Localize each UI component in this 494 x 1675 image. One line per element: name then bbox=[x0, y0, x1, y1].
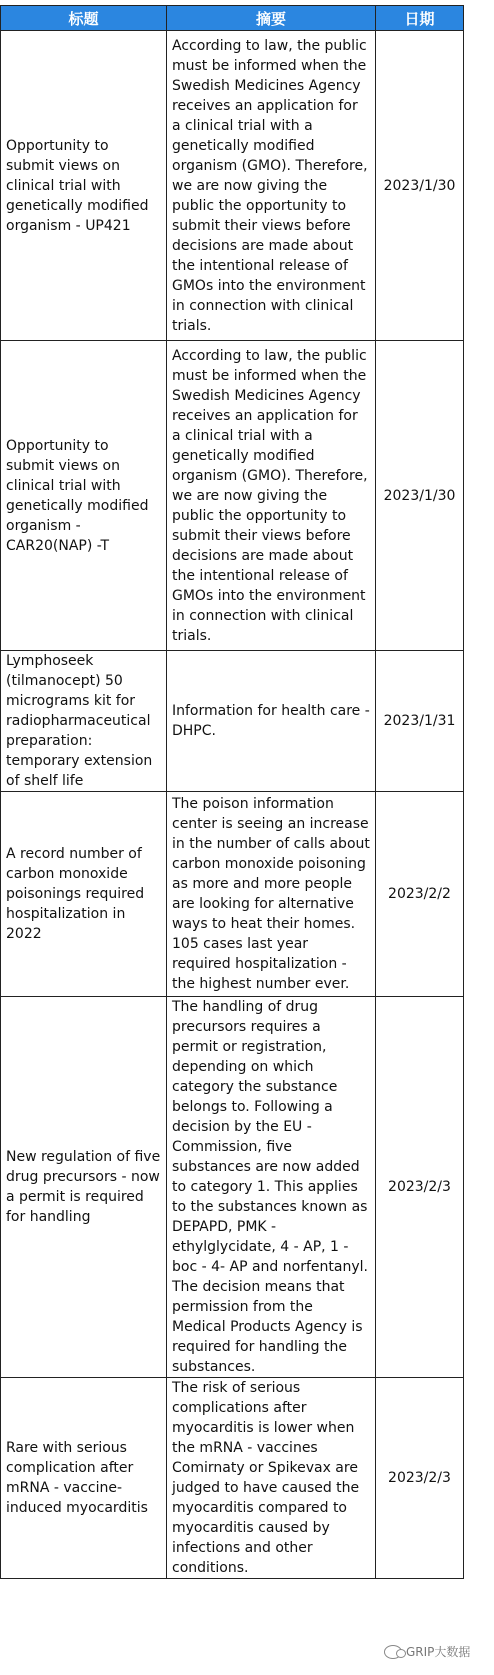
watermark bbox=[384, 1643, 470, 1660]
row-title: Rare with serious complication after mRNA - vaccine-induced myocarditis bbox=[1, 1378, 167, 1579]
row-title: Opportunity to submit views on clinical trial with genetically modified organism - CAR20(NAP) -T bbox=[1, 341, 167, 651]
row-summary: According to law, the public must be informed when the Swedish Medicines Agency receives an application for a clinical trial with a genetically modified organism (GMO). Therefore, we are now giving the public the opportunity to submit their views before decisions are made about the intentional release of GMOs into the environment in connection with clinical trials. bbox=[167, 341, 376, 651]
header-date: 日期 bbox=[376, 6, 464, 31]
row-date: 2023/2/3 bbox=[376, 997, 464, 1378]
row-date: 2023/2/3 bbox=[376, 1378, 464, 1579]
row-summary: Information for health care - DHPC. bbox=[167, 651, 376, 792]
table-row bbox=[1, 651, 464, 792]
row-summary: According to law, the public must be informed when the Swedish Medicines Agency receives an application for a clinical trial with a genetically modified organism (GMO). Therefore, we are now giving the public the opportunity to submit their views before decisions are made about the intentional release of GMOs into the environment in connection with clinical trials. bbox=[167, 31, 376, 341]
row-summary: The risk of serious complications after myocarditis is lower when the mRNA - vaccines Comirnaty or Spikevax are judged to have caused the myocarditis compared to myocarditis caused by infections and other conditions. bbox=[167, 1378, 376, 1579]
row-date: 2023/1/30 bbox=[376, 341, 464, 651]
table-row bbox=[1, 1378, 464, 1579]
row-summary: The poison information center is seeing an increase in the number of calls about carbon monoxide poisoning as more and more people are looking for alternative ways to heat their homes. 105 cases last year required hospitalization - the highest number ever. bbox=[167, 792, 376, 997]
wechat-icon bbox=[384, 1645, 402, 1659]
header-title: 标题 bbox=[1, 6, 167, 31]
row-title: New regulation of five drug precursors - now a permit is required for handling bbox=[1, 997, 167, 1378]
table-row bbox=[1, 792, 464, 997]
row-date: 2023/2/2 bbox=[376, 792, 464, 997]
row-title: A record number of carbon monoxide poisonings required hospitalization in 2022 bbox=[1, 792, 167, 997]
table-row bbox=[1, 341, 464, 651]
row-summary: The handling of drug precursors requires a permit or registration, depending on which category the substance belongs to. Following a decision by the EU - Commission, five substances are now added to category 1. This applies to the substances known as DEPAPD, PMK - ethylglycidate, 4 - AP, 1 - boc - 4- AP and norfentanyl. The decision means that permission from the Medical Products Agency is required for handling the substances. bbox=[167, 997, 376, 1378]
row-title: Lymphoseek (tilmanocept) 50 micrograms kit for radiopharmaceutical preparation: temporary extension of shelf life bbox=[1, 651, 167, 792]
news-table bbox=[0, 5, 464, 1579]
table-row bbox=[1, 997, 464, 1378]
header-row bbox=[1, 6, 464, 31]
row-date: 2023/1/30 bbox=[376, 31, 464, 341]
watermark-text: GRIP大数据 bbox=[406, 1645, 471, 1659]
row-date: 2023/1/31 bbox=[376, 651, 464, 792]
header-summary: 摘要 bbox=[167, 6, 376, 31]
table-row bbox=[1, 31, 464, 341]
row-title: Opportunity to submit views on clinical trial with genetically modified organism - UP421 bbox=[1, 31, 167, 341]
